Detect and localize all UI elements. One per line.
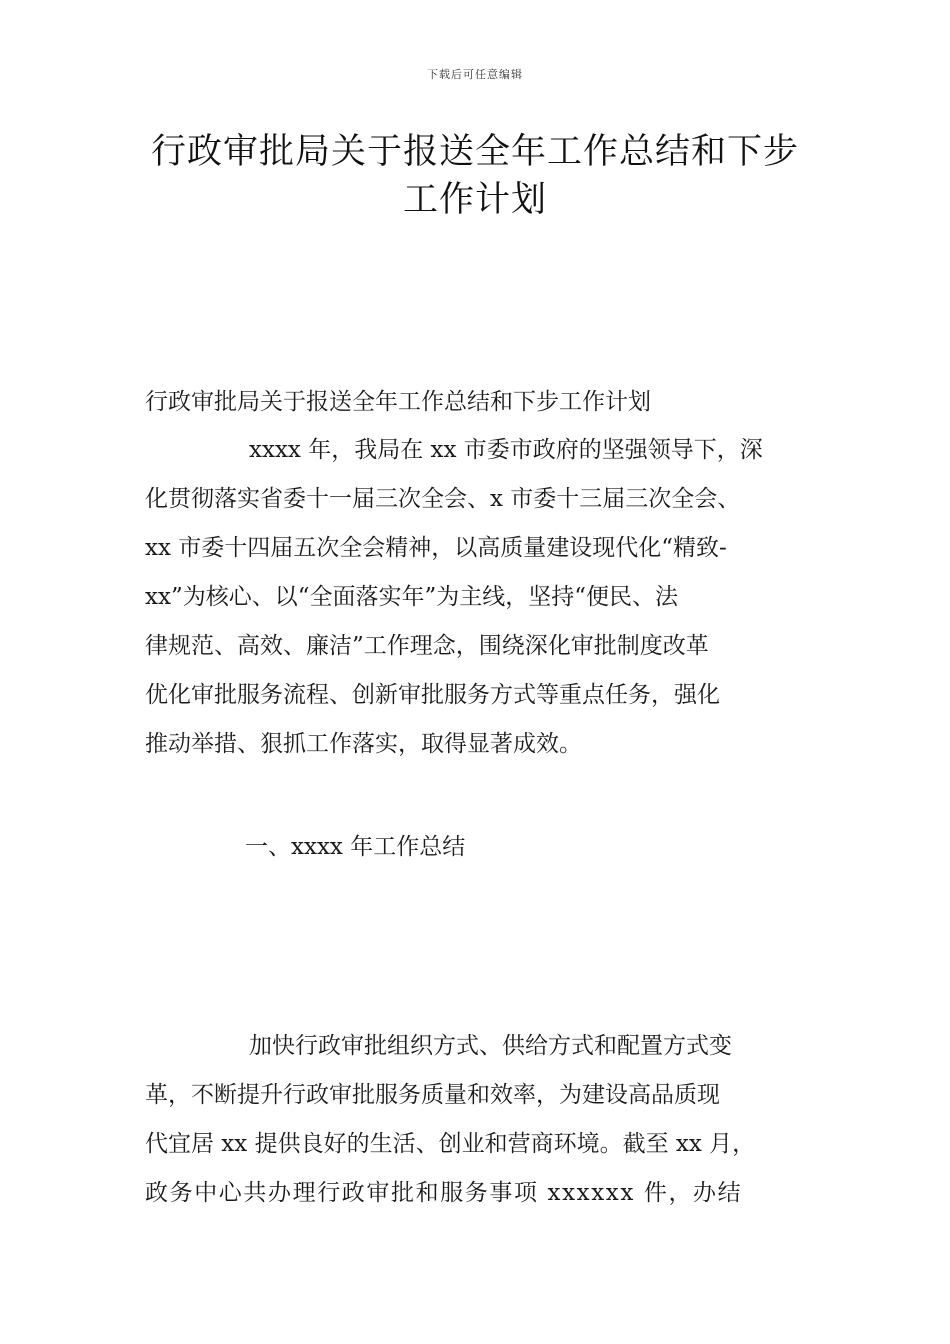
paragraph-line: 代宜居 xx 提供良好的生活、创业和营商环境。截至 xx 月， bbox=[145, 1131, 756, 1157]
paragraph-line: xxxx 年，我局在 xx 市委市政府的坚强领导下，深 bbox=[249, 437, 763, 463]
paragraph-line: 加快行政审批组织方式、供给方式和配置方式变 bbox=[249, 1033, 732, 1059]
paragraph-summary bbox=[145, 1022, 835, 1218]
paragraph-line: xx 市委十四届五次全会精神，以高质量建设现代化“精致- bbox=[145, 535, 727, 561]
header-note: 下载后可任意编辑 bbox=[427, 68, 523, 81]
document-subtitle: 行政审批局关于报送全年工作总结和下步工作计划 bbox=[145, 389, 651, 415]
document-title-line-1: 行政审批局关于报送全年工作总结和下步 bbox=[150, 132, 799, 172]
paragraph-line: 优化审批服务流程、创新审批服务方式等重点任务，强化 bbox=[145, 682, 720, 708]
document-title-line-2: 工作计划 bbox=[402, 180, 547, 220]
paragraph-line: 政务中心共办理行政审批和服务事项 xxxxxx 件，办结 bbox=[145, 1180, 743, 1206]
section-heading: 一、xxxx 年工作总结 bbox=[245, 834, 466, 860]
paragraph-intro bbox=[145, 426, 835, 769]
paragraph-line: 推动举措、狠抓工作落实，取得显著成效。 bbox=[145, 731, 582, 757]
document-title bbox=[120, 128, 830, 224]
paragraph-line: 律规范、高效、廉洁”工作理念，围绕深化审批制度改革 bbox=[145, 633, 709, 659]
paragraph-line: xx”为核心、以“全面落实年”为主线，坚持“便民、法 bbox=[145, 584, 678, 610]
paragraph-line: 化贯彻落实省委十一届三次全会、x 市委十三届三次全会、 bbox=[145, 486, 741, 512]
paragraph-line: 革，不断提升行政审批服务质量和效率，为建设高品质现 bbox=[145, 1082, 720, 1108]
